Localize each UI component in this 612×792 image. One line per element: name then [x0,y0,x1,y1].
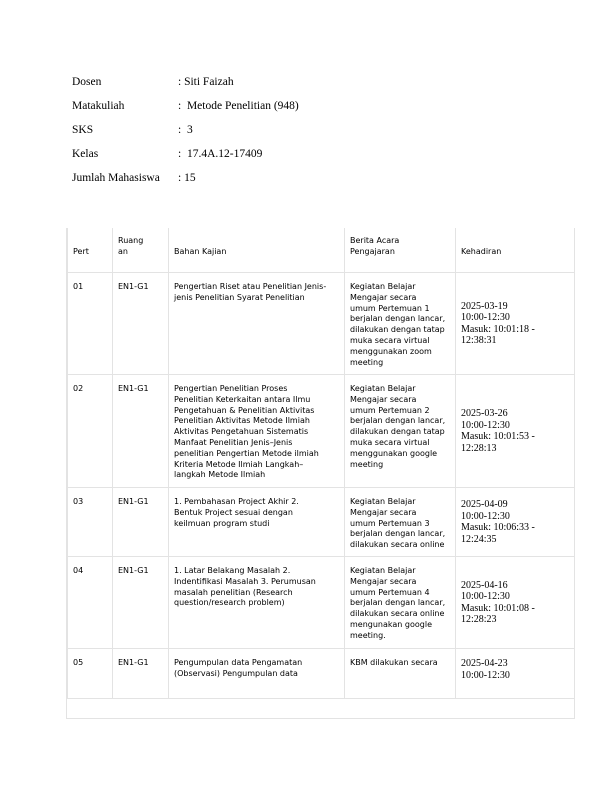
kehadiran-line: 10:00-12:30 [461,419,510,431]
header-bahan-kajian: Bahan Kajian [169,228,345,273]
kehadiran-line: 2025-03-19 [461,300,508,312]
kehadiran-line: 10:00-12:30 [461,591,510,602]
header-pert: Pert [68,228,113,273]
bahan-line: (Observasi) Pengumpulan data [174,668,298,678]
header-berita-line: Berita Acara [350,236,400,246]
kehadiran-line: Masuk: 10:01:08 - [461,602,535,614]
berita-line: umum Pertemuan 1 [350,303,430,313]
cell-bahan-kajian [169,273,345,375]
bahan-line: question/research problem) [174,598,285,608]
cell-kehadiran [456,557,575,649]
bahan-line: Aktivitas Pengetahuan Sistematis [174,427,309,437]
info-value: : Siti Faizah [178,76,234,88]
header-ruangan-line: Ruang [118,236,144,246]
berita-line: menggunakan google [350,448,438,458]
berita-line: dilakukan secara online [350,609,445,619]
bahan-line: Indentifikasi Masalah 3. Perumusan [174,576,316,586]
cell-berita-acara [345,273,456,375]
cell-ruangan: EN1-G1 [113,649,169,699]
info-row [72,142,299,166]
table-header-row [68,228,575,273]
berita-line: dilakukan dengan tatap [350,325,445,335]
cell-ruangan: EN1-G1 [113,557,169,649]
kehadiran-line: 2025-03-26 [461,408,508,419]
cell-pert: 01 [68,273,113,375]
bahan-line: Bentuk Project sesuai dengan [174,507,293,517]
kehadiran-line: 2025-04-23 [461,658,508,669]
header-ruangan-line: an [118,247,128,257]
bahan-line: Pengumpulan data Pengamatan [174,658,303,667]
cell-ruangan: EN1-G1 [113,488,169,557]
info-label: Kelas [72,148,99,160]
cell-bahan-kajian [169,557,345,649]
kehadiran-line: Masuk: 10:01:53 - [461,431,535,442]
info-label: Jumlah Mahasiswa [72,172,160,184]
berita-line: berjalan dengan lancar, [350,598,446,608]
berita-line: meeting. [350,630,386,640]
bahan-line: masalah penelitian (Research [174,587,293,597]
berita-line: Kegiatan Belajar [350,566,416,575]
kehadiran-line: 2025-04-16 [461,579,508,591]
berita-line: berjalan dengan lancar, [350,416,446,426]
cell-ruangan: EN1-G1 [113,273,169,375]
berita-line: umum Pertemuan 3 [350,518,430,528]
berita-line: Kegiatan Belajar [350,384,416,393]
berita-line: Kegiatan Belajar [350,497,416,506]
cell-pert: 03 [68,488,113,557]
bahan-line: Penelitian Aktivitas Metode Ilmiah [174,416,310,426]
attendance-table-container [66,228,575,719]
cell-kehadiran [456,375,575,488]
info-label: Dosen [72,76,102,88]
berita-line: Kegiatan Belajar [350,282,416,291]
bahan-line: langkah Metode Ilmiah [174,470,266,480]
attendance-table [67,228,575,699]
cell-berita-acara [345,649,456,699]
table-row [68,273,575,375]
cell-kehadiran [456,273,575,375]
info-row [72,94,299,118]
table-row [68,375,575,488]
bahan-line: Penelitian Keterkaitan antara Ilmu [174,394,311,404]
info-row [72,166,299,190]
bahan-line: jenis Penelitian Syarat Penelitian [174,292,305,302]
bahan-line: Kriteria Metode Ilmiah Langkah– [174,459,304,469]
header-berita-acara [345,228,456,273]
cell-pert: 05 [68,649,113,699]
cell-bahan-kajian [169,649,345,699]
info-value: : 17.4A.12-17409 [178,148,263,160]
berita-line: meeting [350,459,384,469]
berita-line: muka secara virtual [350,335,430,345]
cell-berita-acara [345,488,456,557]
table-row [68,488,575,557]
cell-berita-acara [345,557,456,649]
cell-pert: 02 [68,375,113,488]
info-label: SKS [72,124,94,136]
bahan-line: 1. Pembahasan Project Akhir 2. [174,497,299,506]
header-berita-line: Pengajaran [350,247,395,257]
berita-line: dilakukan dengan tatap [350,427,445,437]
berita-line: Mengajar secara [350,576,417,586]
table-row [68,557,575,649]
kehadiran-line: 12:38:31 [461,335,497,346]
cell-kehadiran [456,649,575,699]
kehadiran-line: Masuk: 10:01:18 - [461,323,535,335]
bahan-line: Pengertian Riset atau Penelitian Jenis- [174,282,327,291]
kehadiran-line: 10:00-12:30 [461,510,510,522]
kehadiran-line: 12:24:35 [461,533,497,545]
cell-kehadiran [456,488,575,557]
cell-pert: 04 [68,557,113,649]
info-value: : 3 [178,124,193,136]
berita-line: Mengajar secara [350,292,417,302]
berita-line: umum Pertemuan 4 [350,587,430,597]
cell-berita-acara [345,375,456,488]
kehadiran-line: 10:00-12:30 [461,669,510,681]
kehadiran-line: Masuk: 10:06:33 - [461,522,535,533]
bahan-line: Manfaat Penelitian Jenis–Jenis [174,437,293,447]
info-label: Matakuliah [72,100,125,112]
course-info [72,70,299,190]
cell-bahan-kajian [169,375,345,488]
bahan-line: 1. Latar Belakang Masalah 2. [174,566,291,575]
kehadiran-line: 12:28:13 [461,442,497,454]
kehadiran-line: 2025-04-09 [461,499,508,510]
berita-line: muka secara virtual [350,437,430,447]
berita-line: menggunakan zoom [350,346,432,356]
header-ruangan [113,228,169,273]
berita-line: meeting [350,357,384,367]
info-row [72,118,299,142]
kehadiran-line: 12:28:23 [461,614,497,625]
info-row [72,70,299,94]
bahan-line: keilmuan program studi [174,518,270,528]
bahan-line: Pengetahuan & Penelitian Aktivitas [174,405,315,415]
berita-line: KBM dilakukan secara [350,658,438,667]
berita-line: Mengajar secara [350,507,417,517]
kehadiran-line: 10:00-12:30 [461,312,510,323]
cell-bahan-kajian [169,488,345,557]
berita-line: Mengajar secara [350,394,417,404]
header-kehadiran: Kehadiran [456,228,575,273]
bahan-line: Pengertian Penelitian Proses [174,384,288,393]
berita-line: berjalan dengan lancar, [350,314,446,324]
berita-line: mengunakan google [350,619,433,629]
table-body [68,273,575,699]
table-row [68,649,575,699]
berita-line: berjalan dengan lancar, [350,529,446,539]
berita-line: umum Pertemuan 2 [350,405,430,415]
info-value: : Metode Penelitian (948) [178,100,299,112]
info-value: : 15 [178,172,196,184]
cell-ruangan: EN1-G1 [113,375,169,488]
berita-line: dilakukan secara online [350,540,445,550]
bahan-line: penelitian Pengertian Metode ilmiah [174,448,319,458]
